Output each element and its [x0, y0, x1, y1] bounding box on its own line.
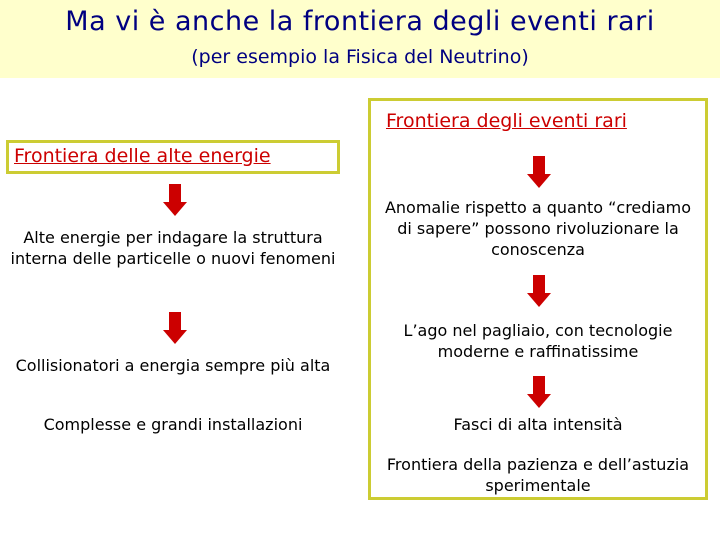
- rare-events-item-1: Anomalie rispetto a quanto “crediamo di sapere” possono rivoluzionare la conoscenza: [384, 198, 692, 259]
- down-arrow-icon: [527, 156, 551, 188]
- high-energy-item-1: Alte energie per indagare la struttura interna delle particelle o nuovi fenomeni: [10, 228, 336, 268]
- rare-events-item-3: Fasci di alta intensità: [453, 415, 623, 434]
- page-title: Ma vi è anche la frontiera degli eventi rari: [65, 6, 655, 37]
- down-arrow-icon: [527, 275, 551, 307]
- high-energy-item-2: Collisionatori a energia sempre più alta: [15, 356, 331, 375]
- high-energy-heading: Frontiera delle alte energie: [14, 145, 271, 167]
- rare-events-item-4: Frontiera della pazienza e dell’astuzia sperimentale: [386, 455, 690, 495]
- title-banner: [0, 0, 720, 78]
- rare-events-item-2: L’ago nel pagliaio, con tecnologie moderne e raffinatissime: [403, 321, 673, 361]
- down-arrow-icon: [163, 184, 187, 216]
- rare-events-heading: Frontiera degli eventi rari: [386, 110, 627, 132]
- down-arrow-icon: [163, 312, 187, 344]
- high-energy-item-3: Complesse e grandi installazioni: [43, 415, 303, 434]
- down-arrow-icon: [527, 376, 551, 408]
- page-subtitle: (per esempio la Fisica del Neutrino): [191, 46, 529, 68]
